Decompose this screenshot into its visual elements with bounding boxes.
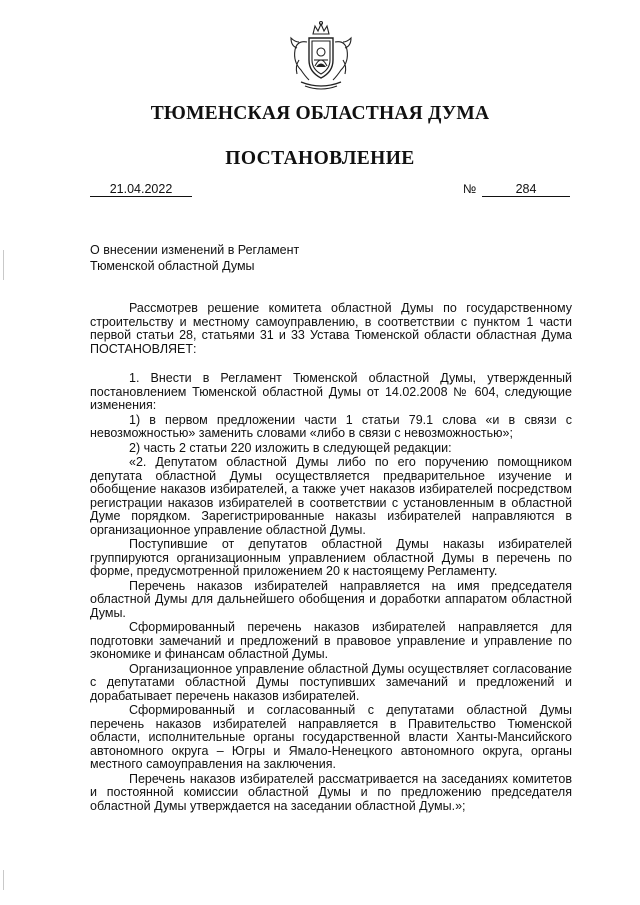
body-paragraph: 2) часть 2 статьи 220 изложить в следующей редакции: — [129, 440, 452, 455]
body-paragraph: Сформированный и согласованный с депутатами областной Думы перечень наказов избирателей направляется в Правительство Тюменской области, исполнительные органы государственной власти Ханты-Мансийского автономного округа – Югры и Ямало-Ненецкого автономного округа, органы местного самоуправления на заключения. — [90, 703, 572, 771]
body-paragraph: 1) в первом предложении части 1 статьи 79.1 слова «и в связи с невозможностью» заменить словами «либо в связи с невозможностью»; — [90, 412, 572, 440]
body-paragraph: 1. Внести в Регламент Тюменской областной Думы, утвержденный постановлением Тюменской областной Думы от 14.02.2008 № 604, следующие изменения: — [90, 371, 572, 412]
subject-line-2: Тюменской областной Думы — [90, 259, 255, 273]
body-paragraph: Перечень наказов избирателей рассматривается на заседаниях комитетов и постоянной комиссии областной Думы и по предложению председателя областной Думы утверждается на заседании областной Думы.»; — [90, 771, 572, 813]
body-paragraph: Поступившие от депутатов областной Думы наказы избирателей группируются организационным управлением областной Думы в перечень по форме, предусмотренной приложением 20 к настоящему Регламенту. — [90, 537, 572, 578]
body-paragraph: Сформированный перечень наказов избирателей направляется для подготовки замечаний и предложений в правовое управление и управление по экономике и финансам областной Думы. — [90, 620, 572, 661]
scan-edge-mark — [3, 250, 4, 280]
document-date: 21.04.2022 — [90, 182, 192, 197]
coat-of-arms-icon — [287, 20, 355, 92]
document-body — [90, 302, 572, 814]
body-paragraph: Организационное управление областной Думы осуществляет согласование с депутатами областной Думы поступивших замечаний и предложений и дорабатывает перечень наказов избирателей. — [90, 661, 572, 703]
preamble-paragraph: Рассмотрев решение комитета областной Думы по государственному строительству и местному самоуправлению, в соответствии с пунктом 1 части первой статьи 28, статьями 31 и 33 Устава Тюменской области областная Дума ПОСТАНОВЛЯЕТ: — [90, 301, 572, 356]
body-paragraph: Перечень наказов избирателей направляется на имя председателя областной Думы для дальнейшего обобщения и доработки аппаратом областной Думы. — [90, 578, 572, 620]
document-subject — [90, 242, 390, 274]
organization-title: ТЮМЕНСКАЯ ОБЛАСТНАЯ ДУМА — [150, 103, 490, 124]
number-label: № — [463, 182, 477, 196]
document-type-title: ПОСТАНОВЛЕНИЕ — [225, 148, 415, 169]
subject-line-1: О внесении изменений в Регламент — [90, 243, 300, 257]
document-number: 284 — [482, 182, 570, 197]
body-paragraph: «2. Депутатом областной Думы либо по его поручению помощником депутата областной Думы осуществляется предварительное изучение и обобщение наказов избирателей, а также учет наказов избирателей посредством регистрации наказов избирателей в соответствии с установленным в областной Думе порядком. Зарегистрированные наказы избирателей направляются в организационное управление областной Думы. — [90, 455, 572, 537]
scan-edge-mark — [3, 870, 4, 890]
